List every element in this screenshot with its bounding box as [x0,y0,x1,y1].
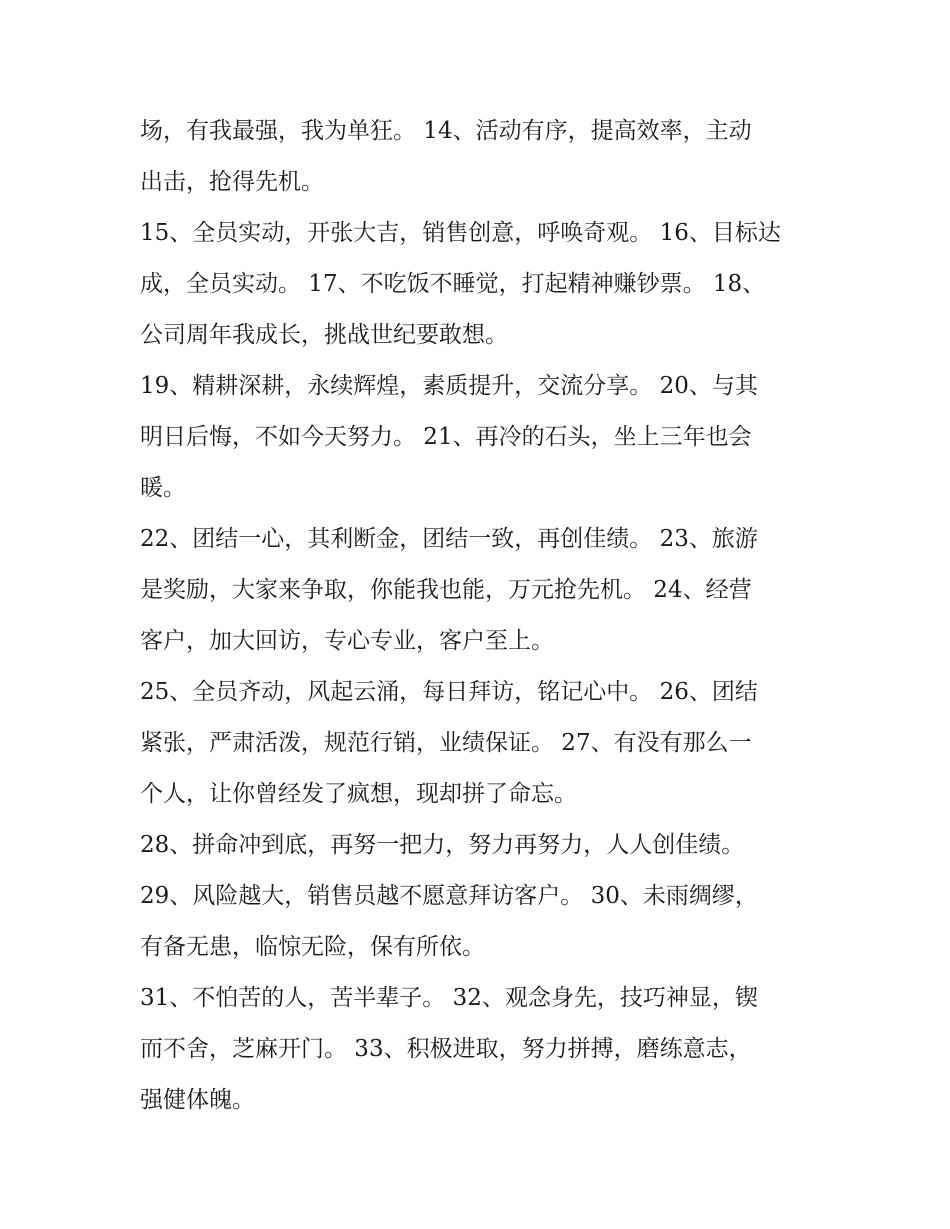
text-line: 个人，让你曾经发了疯想，现却拼了命忘。 [140,781,577,807]
text-line: 15、全员实动，开张大吉，销售创意，呼唤奇观。 16、目标达 [140,220,781,246]
text-line: 明日后悔，不如今天努力。 21、再冷的石头，坐上三年也会 [140,424,752,450]
text-line: 22、团结一心，其利断金，团结一致，再创佳绩。 23、旅游 [140,526,758,552]
text-line: 紧张，严肃活泼，规范行销，业绩保证。 27、有没有那么一 [140,730,752,756]
text-line: 客户，加大回访，专心专业，客户至上。 [140,628,554,654]
text-line: 28、拼命冲到底，再努一把力，努力再努力，人人创佳绩。 [140,832,745,858]
text-line: 场，有我最强，我为单狂。 14、活动有序，提高效率，主动 [140,118,752,144]
document-body [140,106,820,1126]
text-line: 31、不怕苦的人，苦半辈子。 32、观念身先，技巧神显，锲 [140,985,758,1011]
text-line: 29、风险越大，销售员越不愿意拜访客户。 30、未雨绸缪， [140,883,758,909]
text-line: 而不舍，芝麻开门。 33、积极进取，努力拼搏，磨练意志， [140,1036,752,1062]
text-line: 强健体魄。 [140,1087,255,1113]
text-line: 有备无患，临惊无险，保有所依。 [140,934,485,960]
text-line: 成，全员实动。 17、不吃饭不睡觉，打起精神赚钞票。 18、 [140,271,766,297]
text-line: 公司周年我成长，挑战世纪要敢想。 [140,322,508,348]
text-line: 暖。 [140,475,186,501]
text-line: 出击，抢得先机。 [140,169,324,195]
text-line: 19、精耕深耕，永续辉煌，素质提升，交流分享。 20、与其 [140,373,758,399]
text-line: 是奖励，大家来争取，你能我也能，万元抢先机。 24、经营 [140,577,752,603]
text-line: 25、全员齐动，风起云涌，每日拜访，铭记心中。 26、团结 [140,679,758,705]
